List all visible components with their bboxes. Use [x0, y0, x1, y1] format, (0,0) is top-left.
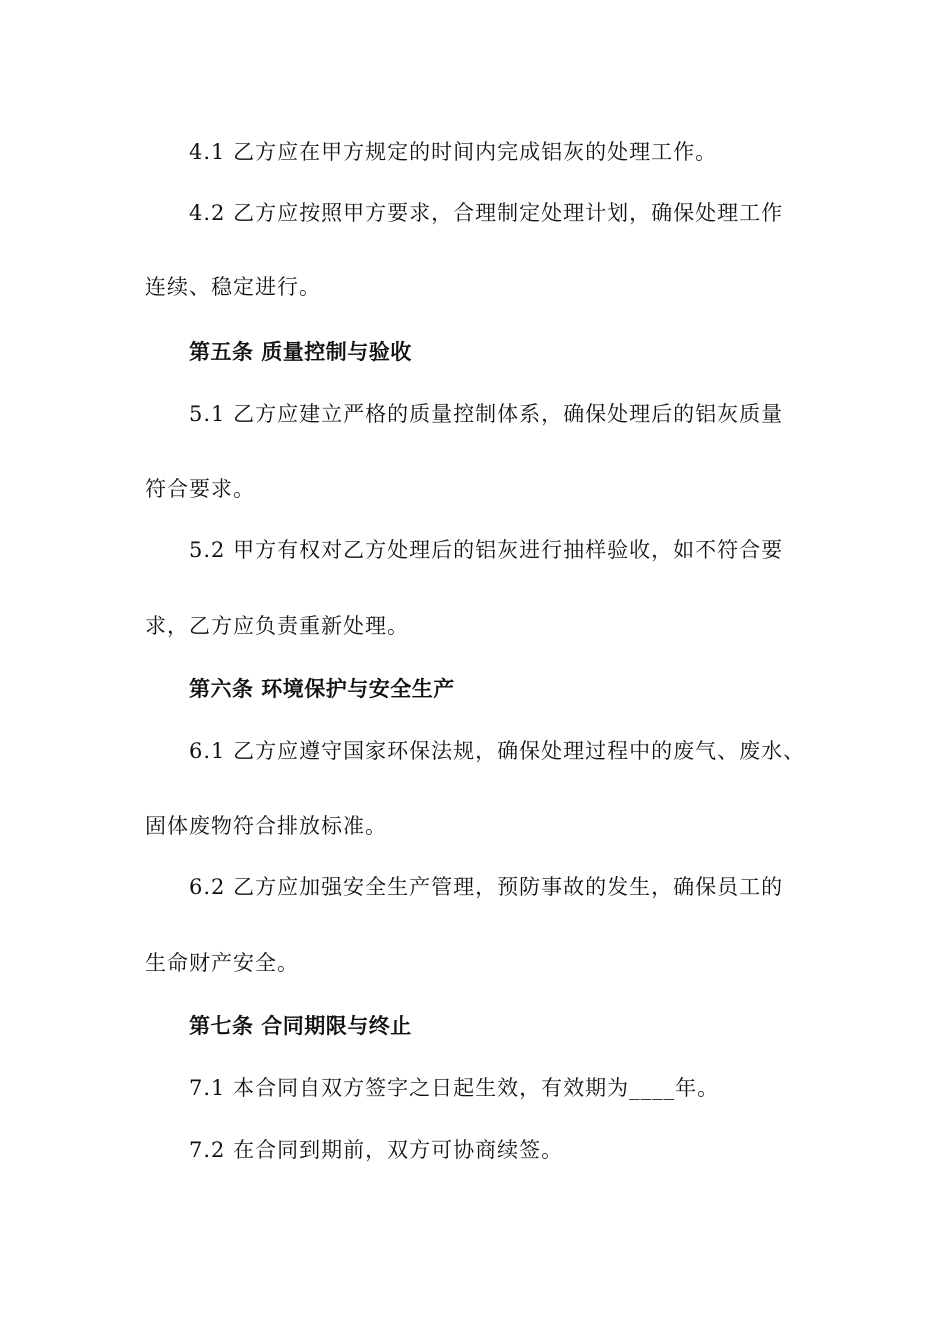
clause-6-1: 6.1 乙方应遵守国家环保法规，确保处理过程中的废气、废水、 — [189, 739, 806, 763]
clause-6-1-continued: 固体废物符合排放标准。 — [145, 814, 387, 838]
clause-4-2-continued: 连续、稳定进行。 — [145, 275, 321, 299]
clause-4-2: 4.2 乙方应按照甲方要求，合理制定处理计划，确保处理工作 — [189, 201, 784, 225]
section-5-heading: 第五条 质量控制与验收 — [189, 340, 412, 364]
clause-7-2: 7.2 在合同到期前，双方可协商续签。 — [189, 1138, 564, 1162]
clause-5-1-continued: 符合要求。 — [145, 477, 255, 501]
clause-7-1: 7.1 本合同自双方签字之日起生效，有效期为____年。 — [189, 1076, 720, 1100]
section-6-heading: 第六条 环境保护与安全生产 — [189, 677, 455, 701]
section-7-heading: 第七条 合同期限与终止 — [189, 1014, 412, 1038]
clause-5-2-continued: 求，乙方应负责重新处理。 — [145, 614, 409, 638]
clause-6-2: 6.2 乙方应加强安全生产管理，预防事故的发生，确保员工的 — [189, 875, 784, 899]
clause-5-2: 5.2 甲方有权对乙方处理后的铝灰进行抽样验收，如不符合要 — [189, 538, 784, 562]
clause-4-1: 4.1 乙方应在甲方规定的时间内完成铝灰的处理工作。 — [189, 140, 718, 164]
clause-6-2-continued: 生命财产安全。 — [145, 951, 299, 975]
clause-5-1: 5.1 乙方应建立严格的质量控制体系，确保处理后的铝灰质量 — [189, 402, 784, 426]
